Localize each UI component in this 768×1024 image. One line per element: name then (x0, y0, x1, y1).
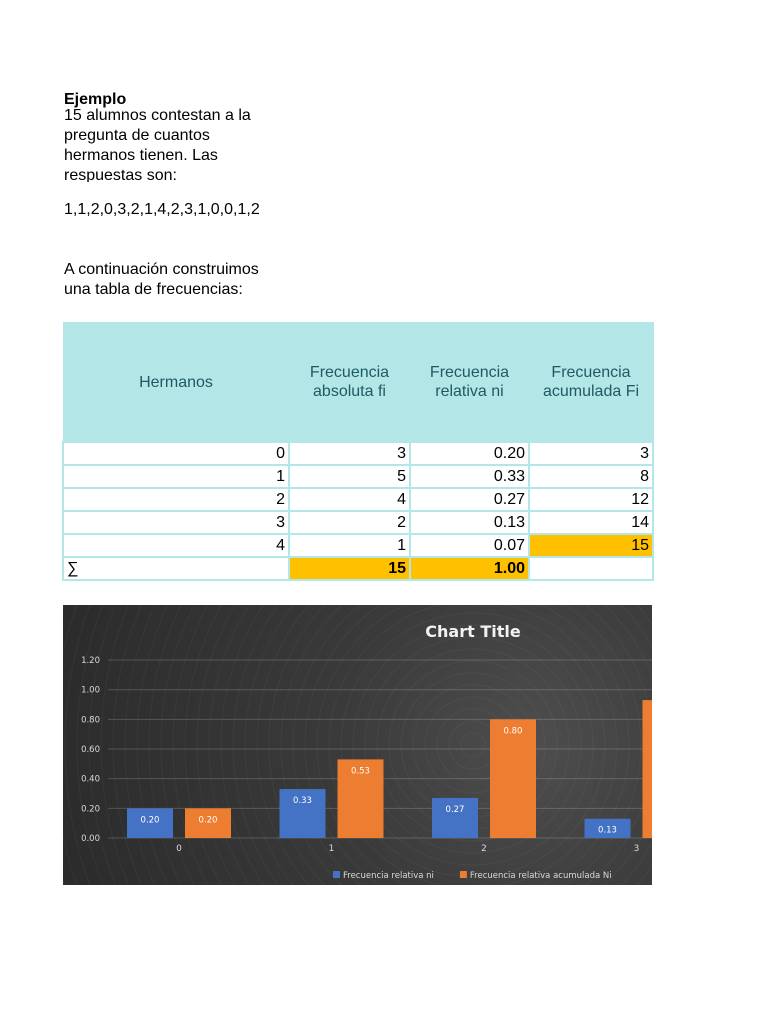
document-title: Ejemplo (64, 91, 127, 108)
table-cell: 0.33 (410, 465, 529, 488)
background-ring (137, 605, 652, 885)
header-hermanos (63, 323, 289, 443)
header-text: Frecuencia (309, 364, 390, 381)
y-tick-label: 0.20 (81, 804, 100, 815)
header-frecuencia-acumulada (529, 323, 653, 443)
intro-line: 15 alumnos contestan a la (64, 107, 251, 124)
legend-swatch (460, 871, 467, 878)
table-cell: 0.20 (410, 442, 529, 465)
header-frecuencia-relativa (410, 323, 529, 443)
table-row (63, 534, 653, 557)
table-row (63, 442, 653, 465)
continuation-line: A continuación construimos (64, 261, 259, 278)
background-ring (305, 605, 641, 885)
data-label: 0.20 (140, 815, 160, 826)
table-cell: 14 (529, 511, 653, 534)
intro-line: hermanos tienen. Las (64, 147, 218, 164)
table-cell: 1 (289, 534, 410, 557)
sum-empty (529, 557, 653, 580)
background-ring (209, 605, 652, 885)
sum-relative: 1.00 (410, 557, 529, 580)
frequency-table (62, 322, 654, 581)
bar-acumulada (643, 700, 653, 838)
data-label: 0.53 (351, 766, 370, 777)
x-tick-label: 0 (176, 844, 182, 854)
background-ring (449, 721, 497, 769)
chart-svg (63, 605, 652, 885)
table-row (63, 488, 653, 511)
header-text: Hermanos (139, 373, 213, 391)
chart-title: Chart Title (425, 622, 521, 641)
table-cell: 0.07 (410, 534, 529, 557)
sum-row (63, 557, 653, 580)
data-label: 0.27 (445, 804, 465, 815)
background-ring (461, 733, 485, 757)
table-cell: 2 (63, 488, 289, 511)
table-cell: 4 (289, 488, 410, 511)
background-ring (113, 605, 652, 885)
x-tick-label: 2 (481, 844, 487, 854)
intro-text (64, 106, 294, 182)
table-cell: 0 (63, 442, 289, 465)
table-cell: 2 (289, 511, 410, 534)
table-cell: 3 (289, 442, 410, 465)
y-tick-label: 1.20 (81, 656, 100, 667)
background-ring (317, 605, 629, 885)
legend-label: Frecuencia relativa ni (343, 871, 434, 881)
sum-symbol: ∑ (63, 557, 289, 580)
data-label: 0.80 (503, 726, 523, 737)
header-text: Frecuencia (429, 364, 510, 381)
table-cell: 3 (529, 442, 653, 465)
header-text: acumulada Fi (542, 383, 640, 400)
table-cell: 5 (289, 465, 410, 488)
y-tick-label: 0.00 (81, 834, 100, 844)
x-tick-label: 1 (328, 844, 335, 854)
table-cell: 0.27 (410, 488, 529, 511)
bar-chart (63, 605, 652, 885)
table-cell-highlighted: 15 (529, 534, 653, 557)
y-tick-label: 1.00 (81, 685, 100, 696)
table-cell: 3 (63, 511, 289, 534)
y-tick-label: 0.80 (81, 715, 100, 726)
responses-text: 1,1,2,0,3,2,1,4,2,3,1,0,0,1,2 (64, 201, 260, 218)
legend-label: Frecuencia relativa acumulada Ni (469, 871, 612, 881)
data-label: 0.13 (598, 825, 617, 836)
background-ring (233, 605, 652, 885)
sum-absolute: 15 (289, 557, 410, 580)
background-ring (293, 605, 652, 885)
intro-line: pregunta de cuantos (64, 127, 210, 144)
table-header-row (63, 323, 653, 443)
header-text: Frecuencia (551, 364, 631, 381)
bar-relativa (432, 798, 478, 838)
table-cell: 1 (63, 465, 289, 488)
legend-swatch (333, 871, 340, 878)
header-text: relativa ni (435, 383, 504, 400)
table-cell: 12 (529, 488, 653, 511)
bar-acumulada (490, 719, 536, 838)
y-tick-label: 0.60 (81, 745, 100, 756)
continuation-text (64, 260, 304, 300)
intro-line: respuestas son: (64, 167, 177, 182)
table-row (63, 511, 653, 534)
table-cell: 8 (529, 465, 653, 488)
table-cell: 0.13 (410, 511, 529, 534)
header-text: absoluta fi (313, 383, 386, 400)
y-tick-label: 0.40 (81, 774, 100, 785)
background-ring (329, 605, 617, 885)
data-label: 0.33 (293, 796, 312, 807)
header-frecuencia-absoluta (289, 323, 410, 443)
data-label: 0.20 (198, 815, 218, 826)
background-ring (185, 605, 652, 885)
x-tick-label: 3 (633, 844, 640, 854)
background-ring (65, 605, 652, 885)
continuation-line: una tabla de frecuencias: (64, 281, 243, 298)
table-row (63, 465, 653, 488)
table-cell: 4 (63, 534, 289, 557)
